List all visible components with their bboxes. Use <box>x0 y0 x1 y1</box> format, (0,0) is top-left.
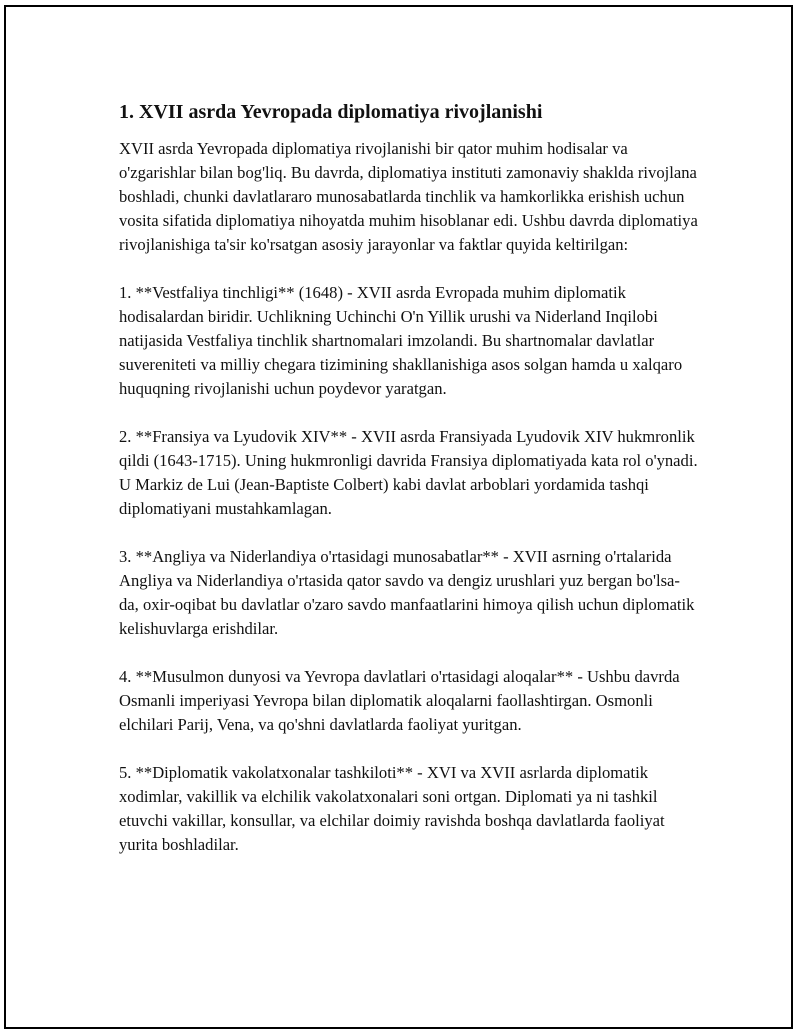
paragraph-vestfaliya: 1. **Vestfaliya tinchligi** (1648) - XVII asrda Evropada muhim diplomatik hodisalardan biridir. Uchlikning Uchinchi O'n Yillik urushi va Niderland Inqilobi natijasida Vestfaliya tinchlik shartnomalari imzolandi. Bu shartnomalar davlatlar suvereniteti va milliy chegara tizimining shakllanishiga asos solgan hamda u xalqaro huquqning rivojlanishi uchun poydevor yaratgan. <box>119 283 683 398</box>
paragraph-vakolatxonalar: 5. **Diplomatik vakolatxonalar tashkiloti** - XVI va XVII asrlarda diplomatik xodimlar, vakillik va elchilik vakolatxonalari soni ortgan. Diplomati ya ni tashkil etuvchi vakillar, konsullar, va elchilar doimiy ravishda boshqa davlatlarda faoliyat yurita boshladilar. <box>119 763 665 854</box>
document-body <box>119 99 699 881</box>
document-page <box>4 5 793 1029</box>
page-title: 1. XVII asrda Yevropada diplomatiya rivojlanishi <box>119 101 543 123</box>
paragraph-fransiya: 2. **Fransiya va Lyudovik XIV** - XVII asrda Fransiyada Lyudovik XIV hukmronlik qildi (1643-1715). Uning hukmronligi davrida Fransiya diplomatiyada kata rol o'ynadi. U Markiz de Lui (Jean-Baptiste Colbert) kabi davlat arboblari yordamida tashqi diplomatiyani mustahkamlagan. <box>119 427 698 518</box>
paragraph-musulmon-dunyosi: 4. **Musulmon dunyosi va Yevropa davlatlari o'rtasidagi aloqalar** - Ushbu davrda Osmanli imperiyasi Yevropa bilan diplomatik aloqalarni faollashtirgan. Osmonli elchilari Parij, Vena, va qo'shni davlatlarda faoliyat yuritgan. <box>119 667 680 734</box>
intro-paragraph: XVII asrda Yevropada diplomatiya rivojlanishi bir qator muhim hodisalar va o'zgarishlar bilan bog'liq. Bu davrda, diplomatiya instituti zamonaviy shaklda rivojlana boshladi, chunki davlatlararo munosabatlarda tinchlik va hamkorlikka erishish uchun vosita sifatida diplomatiya nihoyatda muhim hisoblanar edi. Ushbu davrda diplomatiya rivojlanishiga ta'sir ko'rsatgan asosiy jarayonlar va faktlar quyida keltirilgan: <box>119 139 698 254</box>
paragraph-angliya-niderlandiya: 3. **Angliya va Niderlandiya o'rtasidagi munosabatlar** - XVII asrning o'rtalarida Angliya va Niderlandiya o'rtasida qator savdo va dengiz urushlari yuz bergan bo'lsa-da, oxir-oqibat bu davlatlar o'zaro savdo manfaatlarini himoya qilish uchun diplomatik kelishuvlarga erishdilar. <box>119 547 695 638</box>
